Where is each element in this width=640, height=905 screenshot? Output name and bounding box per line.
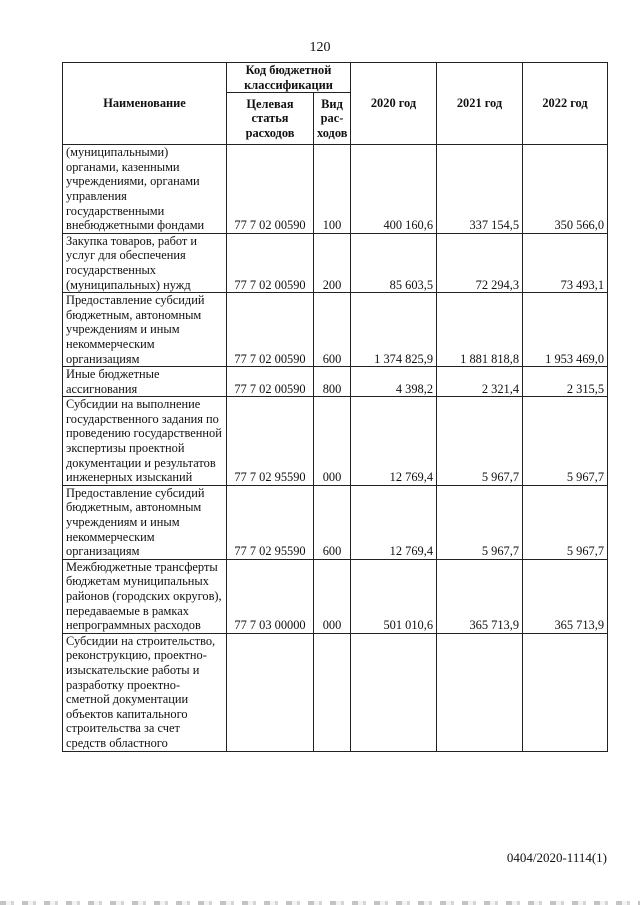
row-expense-type: 800 [314,367,351,397]
row-value-2020: 400 160,6 [351,145,437,234]
row-value-2021: 72 294,3 [437,233,523,292]
row-value-2021: 5 967,7 [437,485,523,559]
row-value-2022: 1 953 469,0 [523,293,608,367]
row-value-2021: 2 321,4 [437,367,523,397]
row-target-article: 77 7 02 95590 [227,485,314,559]
row-value-2020: 12 769,4 [351,397,437,486]
row-target-article: 77 7 02 00590 [227,145,314,234]
row-name: Предоставление субсидий бюджетным, автономным учреждениям и иным некоммерческим организациям [63,293,227,367]
row-name: Закупка товаров, работ и услуг для обеспечения государственных (муниципальных) нужд [63,233,227,292]
row-name: Субсидии на выполнение государственного задания по проведению государственной экспертизы проектной документации и результатов инженерных изысканий [63,397,227,486]
scan-edge-artifact [0,901,640,905]
table-row [63,633,608,751]
table-row [63,293,608,367]
row-expense-type: 100 [314,145,351,234]
row-value-2020: 85 603,5 [351,233,437,292]
row-target-article: 77 7 02 95590 [227,397,314,486]
table-row [63,145,608,234]
row-name: (муниципальными) органами, казенными учреждениями, органами управления государственными внебюджетными фондами [63,145,227,234]
row-expense-type: 200 [314,233,351,292]
header-year-2021: 2021 год [437,63,523,145]
row-value-2022: 5 967,7 [523,485,608,559]
row-value-2021 [437,633,523,751]
table-row [63,485,608,559]
row-value-2021: 5 967,7 [437,397,523,486]
row-value-2020 [351,633,437,751]
budget-table [62,62,608,752]
header-name: Наименование [63,63,227,145]
row-value-2022: 2 315,5 [523,367,608,397]
row-value-2020: 501 010,6 [351,559,437,633]
document-code: 0404/2020-1114(1) [506,850,607,865]
row-value-2022: 365 713,9 [523,559,608,633]
table-row [63,367,608,397]
table-row [63,397,608,486]
row-target-article [227,633,314,751]
header-year-2022: 2022 год [523,63,608,145]
row-name: Предоставление субсидий бюджетным, автономным учреждениям и иным некоммерческим организациям [63,485,227,559]
row-value-2022: 73 493,1 [523,233,608,292]
row-expense-type: 000 [314,559,351,633]
row-value-2020: 1 374 825,9 [351,293,437,367]
row-target-article: 77 7 02 00590 [227,367,314,397]
row-value-2021: 1 881 818,8 [437,293,523,367]
row-value-2020: 12 769,4 [351,485,437,559]
row-value-2022: 350 566,0 [523,145,608,234]
row-expense-type [314,633,351,751]
row-name: Иные бюджетные ассигнования [63,367,227,397]
row-value-2021: 337 154,5 [437,145,523,234]
row-expense-type: 600 [314,485,351,559]
row-target-article: 77 7 03 00000 [227,559,314,633]
table-row [63,559,608,633]
row-expense-type: 000 [314,397,351,486]
row-name: Межбюджетные трансферты бюджетам муниципальных районов (городских округов), передаваемые в рамках непрограммных расходов [63,559,227,633]
page-number: 120 [309,40,331,55]
row-target-article: 77 7 02 00590 [227,233,314,292]
header-budget-classification: Код бюджетной классификации [227,63,351,93]
table-row [63,233,608,292]
row-value-2020: 4 398,2 [351,367,437,397]
header-year-2020: 2020 год [351,63,437,145]
header-expense-type: Вид рас-ходов [314,93,351,145]
row-value-2021: 365 713,9 [437,559,523,633]
row-target-article: 77 7 02 00590 [227,293,314,367]
row-expense-type: 600 [314,293,351,367]
row-value-2022 [523,633,608,751]
row-value-2022: 5 967,7 [523,397,608,486]
header-target-article: Целевая статья расходов [227,93,314,145]
row-name: Субсидии на строительство, реконструкцию, проектно-изыскательские работы и разработку проектно-сметной документации объектов капитального строительства за счет средств областного [63,633,227,751]
